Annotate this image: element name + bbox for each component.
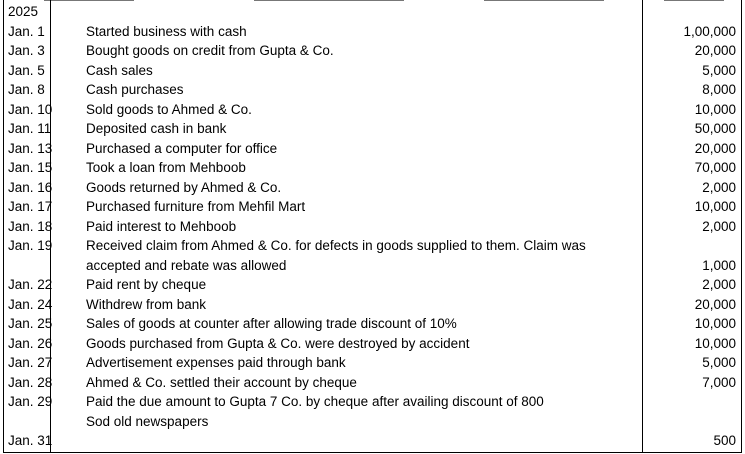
description-cell: Withdrew from bank	[86, 296, 207, 312]
table-row	[4, 80, 741, 100]
date-cell: Jan. 1	[8, 23, 45, 39]
amount-cell: 1,000	[702, 257, 736, 273]
table-row	[4, 353, 741, 373]
table-row	[4, 392, 741, 412]
amount-cell: 500	[713, 433, 736, 448]
amount-cell: 10,000	[694, 199, 736, 214]
amount-cell: 2,000	[702, 277, 736, 292]
date-cell: Jan. 27	[8, 355, 53, 370]
date-cell: Jan. 8	[8, 82, 45, 97]
table-row	[4, 314, 741, 334]
description-cell: Paid the due amount to Gupta 7 Co. by cheque after availing discount of 800	[86, 394, 544, 409]
description-cell: Deposited cash in bank	[86, 121, 227, 136]
year-row	[4, 2, 741, 22]
year-label: 2025	[8, 4, 39, 19]
description-cell: Ahmed & Co. settled their account by cheque	[86, 374, 357, 390]
amount-cell: 70,000	[694, 160, 736, 175]
date-cell: Jan. 22	[8, 277, 53, 292]
date-cell: Jan. 16	[8, 179, 53, 195]
transactions-table	[3, 0, 742, 453]
amount-cell: 50,000	[694, 121, 736, 136]
table-row	[4, 61, 741, 81]
description-cell: Paid interest to Mehboob	[86, 218, 237, 234]
description-cell: Purchased a computer for office	[86, 140, 278, 156]
table-row	[4, 178, 741, 198]
amount-cell: 20,000	[694, 296, 736, 312]
date-cell: Jan. 24	[8, 296, 53, 312]
date-cell: Jan. 13	[8, 140, 53, 156]
table-row	[4, 119, 741, 139]
amount-cell: 10,000	[694, 316, 736, 331]
description-cell: Paid rent by cheque	[86, 277, 207, 292]
table-row	[4, 139, 741, 159]
date-cell: Jan. 17	[8, 199, 53, 214]
table-row	[4, 412, 741, 432]
date-cell: Jan. 11	[8, 121, 52, 136]
description-cell: Took a loan from Mehboob	[86, 160, 246, 175]
table-row	[4, 431, 741, 451]
amount-cell: 7,000	[702, 374, 736, 390]
table-row	[4, 275, 741, 295]
table-row	[4, 373, 741, 393]
table-row	[4, 236, 741, 256]
table-row	[4, 217, 741, 237]
date-cell: Jan. 31	[8, 433, 53, 448]
amount-cell: 20,000	[694, 43, 736, 58]
amount-cell: 20,000	[694, 140, 736, 156]
description-cell: Sales of goods at counter after allowing trade discount of 10%	[86, 316, 457, 331]
description-cell: Advertisement expenses paid through bank	[86, 355, 346, 370]
date-cell: Jan. 19	[8, 238, 53, 253]
description-cell: Cash sales	[86, 62, 153, 78]
table-row	[4, 295, 741, 315]
description-cell: accepted and rebate was allowed	[86, 257, 287, 273]
date-cell: Jan. 28	[8, 374, 53, 390]
amount-cell: 2,000	[702, 218, 736, 234]
amount-cell: 1,00,000	[683, 23, 736, 39]
description-cell: Received claim from Ahmed & Co. for defects in goods supplied to them. Claim was	[86, 238, 586, 253]
date-cell: Jan. 26	[8, 335, 53, 351]
table-row	[4, 22, 741, 42]
date-cell: Jan. 25	[8, 316, 53, 331]
date-cell: Jan. 15	[8, 160, 53, 175]
description-cell: Goods returned by Ahmed & Co.	[86, 179, 282, 195]
date-cell: Jan. 3	[8, 43, 45, 58]
date-cell: Jan. 10	[8, 101, 53, 117]
table-row	[4, 334, 741, 354]
date-cell: Jan. 18	[8, 218, 53, 234]
table-row	[4, 197, 741, 217]
amount-cell: 10,000	[694, 101, 736, 117]
amount-cell: 10,000	[694, 335, 736, 351]
amount-cell: 2,000	[702, 179, 736, 195]
table-row	[4, 158, 741, 178]
description-cell: Purchased furniture from Mehfil Mart	[86, 199, 306, 214]
amount-cell: 5,000	[702, 62, 736, 78]
description-cell: Goods purchased from Gupta & Co. were destroyed by accident	[86, 335, 470, 351]
description-cell: Cash purchases	[86, 82, 184, 97]
date-cell: Jan. 5	[8, 62, 45, 78]
description-cell: Started business with cash	[86, 23, 247, 39]
description-cell: Sold goods to Ahmed & Co.	[86, 101, 252, 117]
description-cell: Bought goods on credit from Gupta & Co.	[86, 43, 334, 58]
table-row	[4, 41, 741, 61]
date-cell: Jan. 29	[8, 394, 53, 409]
amount-cell: 5,000	[702, 355, 736, 370]
table-row	[4, 100, 741, 120]
description-cell: Sod old newspapers	[86, 413, 209, 429]
table-row	[4, 256, 741, 276]
amount-cell: 8,000	[702, 82, 736, 97]
